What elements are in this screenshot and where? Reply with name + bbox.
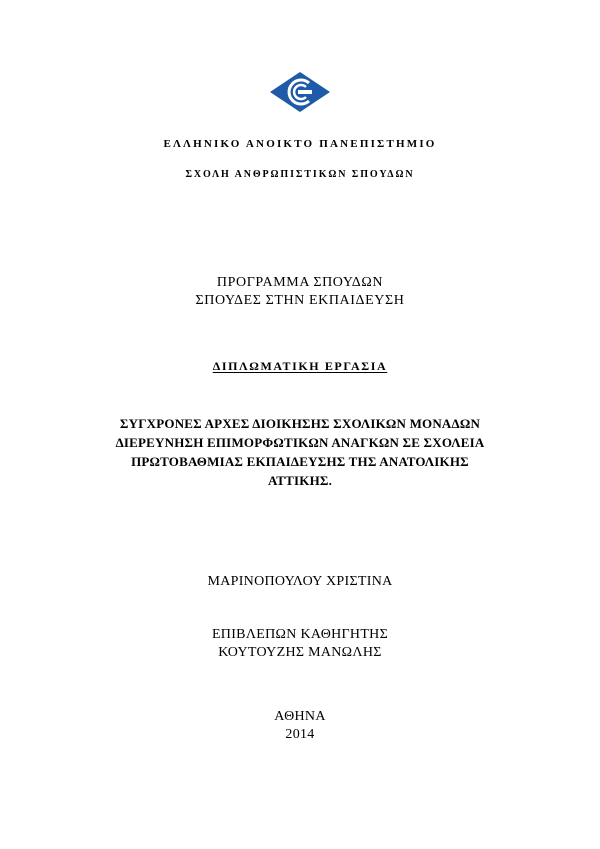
program-line-2: ΣΠΟΥΔΕΣ ΣΤΗΝ ΕΚΠΑΙΔΕΥΣΗ xyxy=(195,293,405,308)
thesis-title-line-2: ΔΙΕΡΕΥΝΗΣΗ ΕΠΙΜΟΡΦΩΤΙΚΩΝ ΑΝΑΓΚΩΝ ΣΕ ΣΧΟΛΕΙΑ xyxy=(115,435,485,450)
thesis-title-line-3: ΠΡΩΤΟΒΑΘΜΙΑΣ ΕΚΠΑΙΔΕΥΣΗΣ ΤΗΣ ΑΝΑΤΟΛΙΚΗΣ xyxy=(131,454,469,469)
supervisor-name: ΚΟΥΤΟΥΖΗΣ ΜΑΝΩΛΗΣ xyxy=(218,645,382,660)
university-logo-icon xyxy=(269,71,331,113)
supervisor-label: ΕΠΙΒΛΕΠΩΝ ΚΑΘΗΓΗΤΗΣ xyxy=(211,627,389,642)
place-date-block xyxy=(0,708,600,744)
university-name: ΕΛΛΗΝΙΚΟ ΑΝΟΙΚΤΟ ΠΑΝΕΠΙΣΤΗΜΙΟ xyxy=(163,138,437,150)
thesis-title-line-4: ΑΤΤΙΚΗΣ. xyxy=(267,473,333,488)
thesis-title-line-1: ΣΥΓΧΡΟΝΕΣ ΑΡΧΕΣ ΔΙΟΙΚΗΣΗΣ ΣΧΟΛΙΚΩΝ ΜΟΝΑΔΩΝ xyxy=(119,416,481,431)
program-line-1: ΠΡΟΓΡΑΜΜΑ ΣΠΟΥΔΩΝ xyxy=(216,275,384,290)
program-heading xyxy=(0,274,600,310)
city: ΑΘΗΝΑ xyxy=(274,709,326,724)
thesis-type-heading xyxy=(0,359,600,374)
school-name: ΣΧΟΛΗ ΑΝΘΡΩΠΙΣΤΙΚΩΝ ΣΠΟΥΔΩΝ xyxy=(185,169,415,180)
author-name: ΜΑΡΙΝΟΠΟΥΛΟΥ ΧΡΙΣΤΙΝΑ xyxy=(207,574,393,589)
thesis-type-label: ΔΙΠΛΩΜΑΤΙΚΗ ΕΡΓΑΣΙΑ xyxy=(212,359,388,373)
supervisor-block xyxy=(0,626,600,662)
thesis-title xyxy=(100,414,500,490)
year: 2014 xyxy=(285,727,315,742)
